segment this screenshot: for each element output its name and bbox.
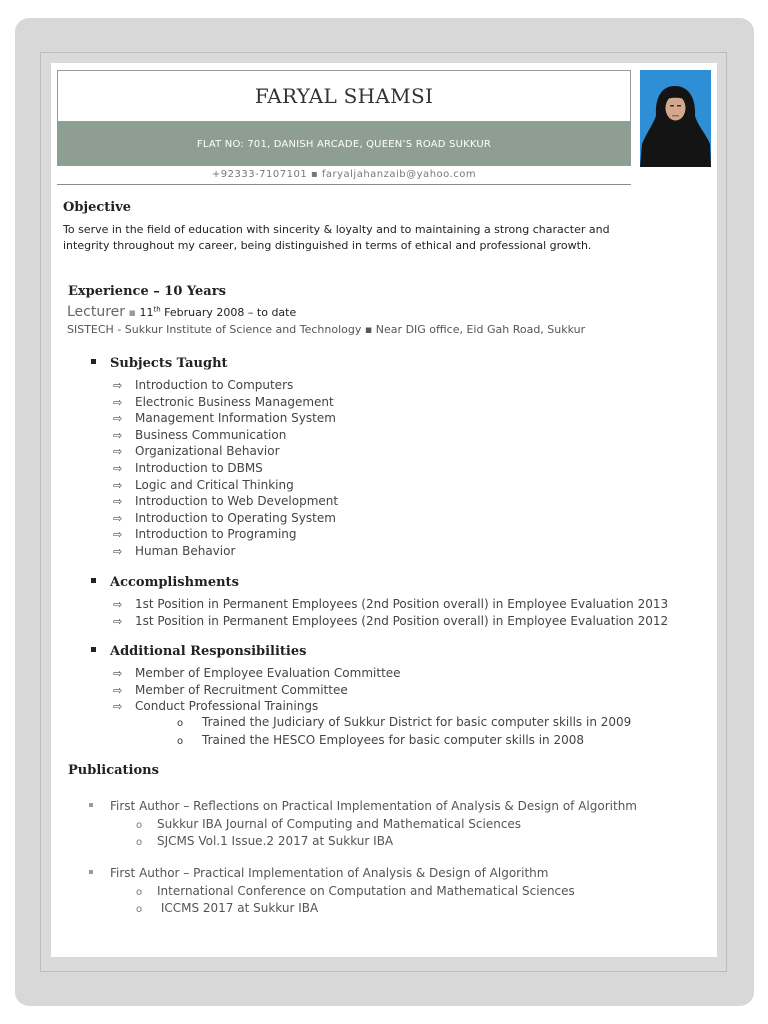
arrow-bullet-icon: ⇨ [113, 495, 123, 509]
square-bullet-icon [91, 647, 96, 652]
square-bullet-icon [89, 803, 93, 807]
arrow-bullet-icon: ⇨ [113, 395, 123, 409]
date-rest: February 2008 – to date [160, 306, 297, 319]
date-sup: th [153, 305, 161, 314]
list-item [113, 510, 338, 527]
responsibilities-list [113, 665, 401, 715]
role-title: Lecturer [67, 304, 126, 320]
list-item [113, 682, 401, 699]
subjects-heading [91, 356, 228, 371]
list-item [113, 427, 338, 444]
accomplishments-list [113, 596, 668, 629]
arrow-bullet-icon: ⇨ [113, 461, 123, 475]
list-item [177, 732, 631, 750]
arrow-bullet-icon: ⇨ [113, 412, 123, 426]
arrow-bullet-icon: ⇨ [113, 614, 123, 628]
address-text: FLAT NO: 701, DANISH ARCADE, QUEEN’S ROAD SUKKUR [196, 138, 492, 150]
list-item [136, 900, 575, 917]
accomplishment-label: 1st Position in Permanent Employees (2nd Position overall) in Employee Evaluation 2012 [135, 613, 669, 628]
square-bullet-icon [89, 870, 93, 874]
arrow-bullet-icon: ⇨ [113, 428, 123, 442]
circle-bullet-icon: o [177, 735, 184, 747]
responsibilities-heading-text: Additional Responsibilities [110, 644, 307, 659]
publication-details [136, 883, 575, 917]
responsibility-label: Member of Recruitment Committee [135, 682, 348, 697]
subject-label: Introduction to DBMS [135, 460, 263, 475]
circle-bullet-icon: o [177, 718, 184, 729]
training-label: Trained the HESCO Employees for basic computer skills in 2008 [202, 732, 585, 747]
list-item [177, 714, 631, 732]
list-item [113, 526, 338, 543]
resume-name: FARYAL SHAMSI [57, 70, 631, 122]
list-item [113, 665, 401, 682]
subject-label: Introduction to Web Development [135, 494, 339, 509]
circle-bullet-icon: o [136, 887, 143, 898]
contact-line: +92333-7107101 ▪ faryaljahanzaib@yahoo.com [57, 169, 631, 185]
arrow-bullet-icon: ⇨ [113, 683, 123, 697]
subject-label: Introduction to Programing [135, 527, 297, 542]
profile-photo [640, 70, 711, 167]
list-item [136, 833, 521, 850]
subject-label: Electronic Business Management [135, 394, 334, 409]
address-bar [57, 122, 631, 166]
list-item [113, 394, 338, 411]
publication-title-text: First Author – Reflections on Practical Implementation of Analysis & Design of Algorithm [110, 799, 637, 813]
arrow-bullet-icon: ⇨ [113, 528, 123, 542]
responsibility-label: Member of Employee Evaluation Committee [135, 666, 401, 680]
training-label: Trained the Judiciary of Sukkur District for basic computer skills in 2009 [202, 715, 632, 729]
trainings-list [177, 714, 631, 749]
arrow-bullet-icon: ⇨ [113, 667, 123, 680]
list-item [113, 613, 668, 630]
arrow-bullet-icon: ⇨ [113, 598, 123, 611]
list-item [113, 477, 338, 494]
list-item [113, 410, 338, 427]
objective-heading: Objective [63, 200, 132, 215]
publication-title [89, 799, 637, 813]
subjects-heading-text: Subjects Taught [110, 356, 228, 371]
person-photo-icon [640, 70, 711, 167]
arrow-bullet-icon: ⇨ [113, 511, 123, 525]
square-bullet-icon [91, 359, 96, 364]
role-separator: ▪ [125, 306, 140, 319]
publication-title-text: First Author – Practical Implementation of Analysis & Design of Algorithm [110, 866, 549, 880]
list-item [113, 596, 668, 613]
subject-label: Management Information System [135, 411, 336, 426]
publication-detail: ICCMS 2017 at Sukkur IBA [157, 900, 319, 915]
list-item [113, 698, 401, 715]
publication-detail: SJCMS Vol.1 Issue.2 2017 at Sukkur IBA [157, 833, 394, 848]
subject-label: Logic and Critical Thinking [135, 477, 294, 492]
circle-bullet-icon: o [136, 820, 143, 831]
arrow-bullet-icon: ⇨ [113, 478, 123, 492]
list-item [113, 377, 338, 394]
accomplishment-label: 1st Position in Permanent Employees (2nd Position overall) in Employee Evaluation 2013 [135, 597, 669, 611]
organization-line: SISTECH - Sukkur Institute of Science and Technology ▪ Near DIG office, Eid Gah Road, Sukkur [67, 323, 586, 336]
date-day: 11 [139, 306, 154, 319]
publications-heading: Publications [68, 763, 159, 778]
subject-label: Introduction to Operating System [135, 510, 336, 525]
resume-page [51, 63, 717, 957]
subject-label: Business Communication [135, 427, 287, 442]
publication-detail: International Conference on Computation and Mathematical Sciences [157, 884, 575, 898]
publication-details [136, 816, 521, 850]
list-item [113, 443, 338, 460]
subject-label: Introduction to Computers [135, 378, 294, 392]
circle-bullet-icon: o [136, 903, 143, 915]
responsibilities-heading [91, 644, 306, 659]
list-item [113, 493, 338, 510]
square-bullet-icon [91, 578, 96, 583]
arrow-bullet-icon: ⇨ [113, 544, 123, 558]
subject-label: Human Behavior [135, 543, 236, 558]
subjects-list [113, 377, 338, 560]
arrow-bullet-icon: ⇨ [113, 445, 123, 459]
responsibility-label: Conduct Professional Trainings [135, 699, 319, 714]
objective-text: To serve in the field of education with sincerity & loyalty and to maintaining a strong character and integrity throughout my career, being distinguished in terms of ethical and professional growth. [63, 223, 610, 252]
list-item [136, 883, 575, 900]
arrow-bullet-icon: ⇨ [113, 700, 123, 714]
list-item [136, 816, 521, 833]
publication-detail: Sukkur IBA Journal of Computing and Mathematical Sciences [157, 817, 522, 831]
list-item [113, 460, 338, 477]
role-line [67, 304, 296, 320]
arrow-bullet-icon: ⇨ [113, 379, 123, 392]
experience-heading: Experience – 10 Years [68, 284, 226, 299]
list-item [113, 543, 338, 560]
circle-bullet-icon: o [136, 836, 143, 848]
publication-title [89, 866, 548, 880]
subject-label: Organizational Behavior [135, 444, 280, 459]
accomplishments-heading-text: Accomplishments [110, 575, 239, 590]
accomplishments-heading [91, 575, 239, 590]
